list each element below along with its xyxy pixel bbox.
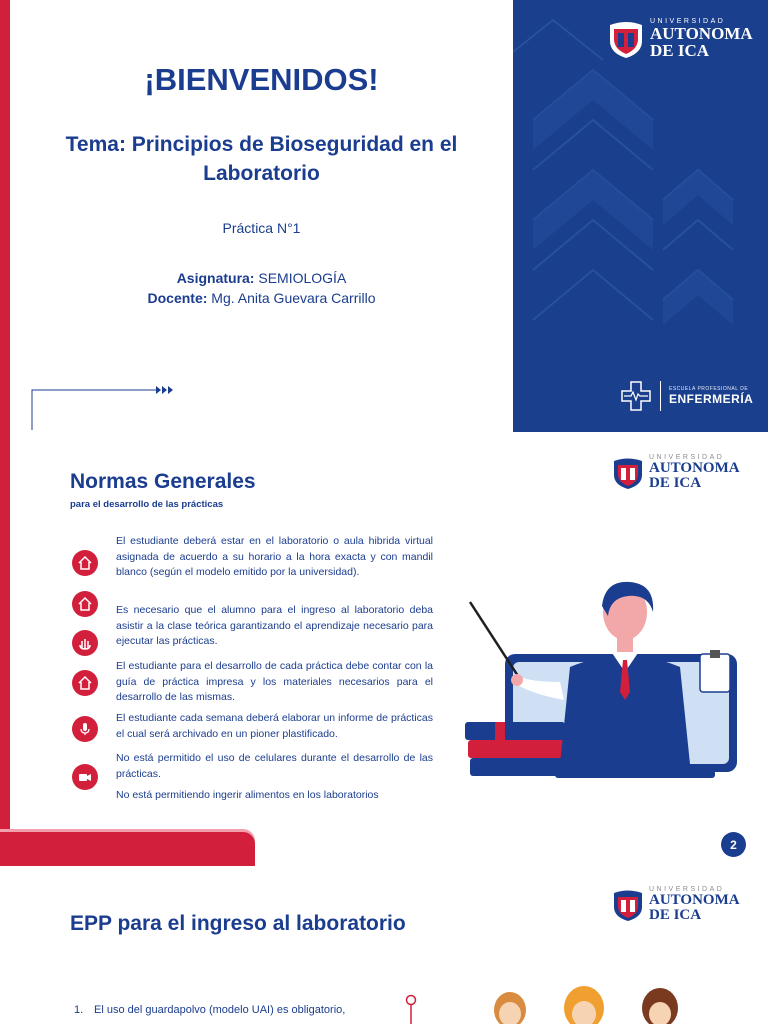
logo-line1: AUTONOMA	[649, 460, 740, 476]
school-name: ENFERMERÍA	[669, 392, 754, 406]
home-icon	[72, 591, 98, 617]
decorative-line-arrow	[30, 380, 190, 432]
hand-icon	[72, 630, 98, 656]
red-edge	[0, 432, 10, 866]
nursing-school-logo	[620, 380, 753, 412]
topic-heading: Tema: Principios de Bioseguridad en el Laboratorio	[65, 133, 458, 185]
red-bottom-band	[0, 832, 255, 866]
welcome-heading: ¡BIENVENIDOS!	[144, 62, 379, 97]
logo-small-text: UNIVERSIDAD	[649, 454, 725, 461]
ppe-list-item	[74, 1002, 394, 1018]
subject-value: SEMIOLOGÍA	[258, 270, 347, 286]
university-shield-icon	[606, 19, 646, 59]
university-logo	[611, 886, 740, 923]
logo-separator	[660, 381, 661, 411]
teacher-illustration	[460, 572, 745, 787]
microphone-icon	[72, 716, 98, 742]
red-edge	[0, 0, 10, 432]
subject-label: Asignatura:	[176, 270, 255, 286]
university-shield-icon	[611, 888, 645, 922]
rule-text: No está permitido el uso de celulares durante el desarrollo de las prácticas.	[116, 752, 433, 780]
rule-text: El estudiante cada semana deberá elaborar un informe de prácticas el cual será archivado en un pioner plastificado.	[116, 712, 433, 740]
students-faces-illustration	[488, 984, 688, 1024]
ppe-item-text: El uso del guardapolvo (modelo UAI) es obligatorio,	[94, 1004, 346, 1016]
logo-small-text: UNIVERSIDAD	[650, 18, 726, 25]
rules-subtitle: para el desarrollo de las prácticas	[70, 499, 224, 510]
school-small-text: ESCUELA PROFESIONAL DE	[669, 386, 749, 392]
ppe-title: EPP para el ingreso al laboratorio	[70, 912, 406, 935]
slide-general-rules	[0, 432, 768, 866]
timeline-pin-icon	[404, 994, 418, 1024]
university-logo	[611, 454, 740, 491]
logo-line2: DE ICA	[649, 475, 702, 491]
rule-text: El estudiante deberá estar en el laboratorio o aula hibrida virtual asignada de acuerdo a su horario a la hora exacta y con mandil blanco (según el modelo emitido por la universidad).	[116, 535, 433, 578]
slide-welcome	[0, 0, 768, 432]
subject-line	[10, 270, 513, 286]
teacher-value: Mg. Anita Guevara Carrillo	[211, 290, 376, 306]
blue-side-panel	[513, 0, 768, 432]
logo-line2: DE ICA	[649, 907, 702, 923]
ppe-item-number: 1.	[74, 1004, 84, 1016]
university-logo	[606, 18, 753, 59]
slide-ppe	[0, 866, 768, 1024]
video-camera-icon	[72, 764, 98, 790]
rules-title: Normas Generales	[70, 470, 256, 493]
practice-number: Práctica N°1	[222, 220, 301, 236]
logo-line2: DE ICA	[650, 41, 710, 60]
chevron-pattern	[513, 0, 768, 432]
logo-small-text: UNIVERSIDAD	[649, 886, 725, 893]
logo-line1: AUTONOMA	[649, 892, 740, 908]
rule-text: El estudiante para el desarrollo de cada práctica debe contar con la guía de práctica impresa y los materiales necesarios para el desarrollo de las mismas.	[116, 660, 433, 703]
page-number-badge: 2	[721, 832, 746, 857]
medical-cross-icon	[620, 380, 652, 412]
teacher-label: Docente:	[147, 290, 208, 306]
logo-line1: AUTONOMA	[650, 24, 753, 43]
teacher-line	[10, 290, 513, 306]
home-icon	[72, 670, 98, 696]
rule-text: Es necesario que el alumno para el ingreso al laboratorio deba asistir a la clase teórica garantizando el aprendizaje necesario para ejecutar las prácticas.	[116, 604, 433, 647]
rule-text: No está permitiendo ingerir alimentos en los laboratorios	[116, 789, 379, 801]
university-shield-icon	[611, 456, 645, 490]
home-icon	[72, 550, 98, 576]
